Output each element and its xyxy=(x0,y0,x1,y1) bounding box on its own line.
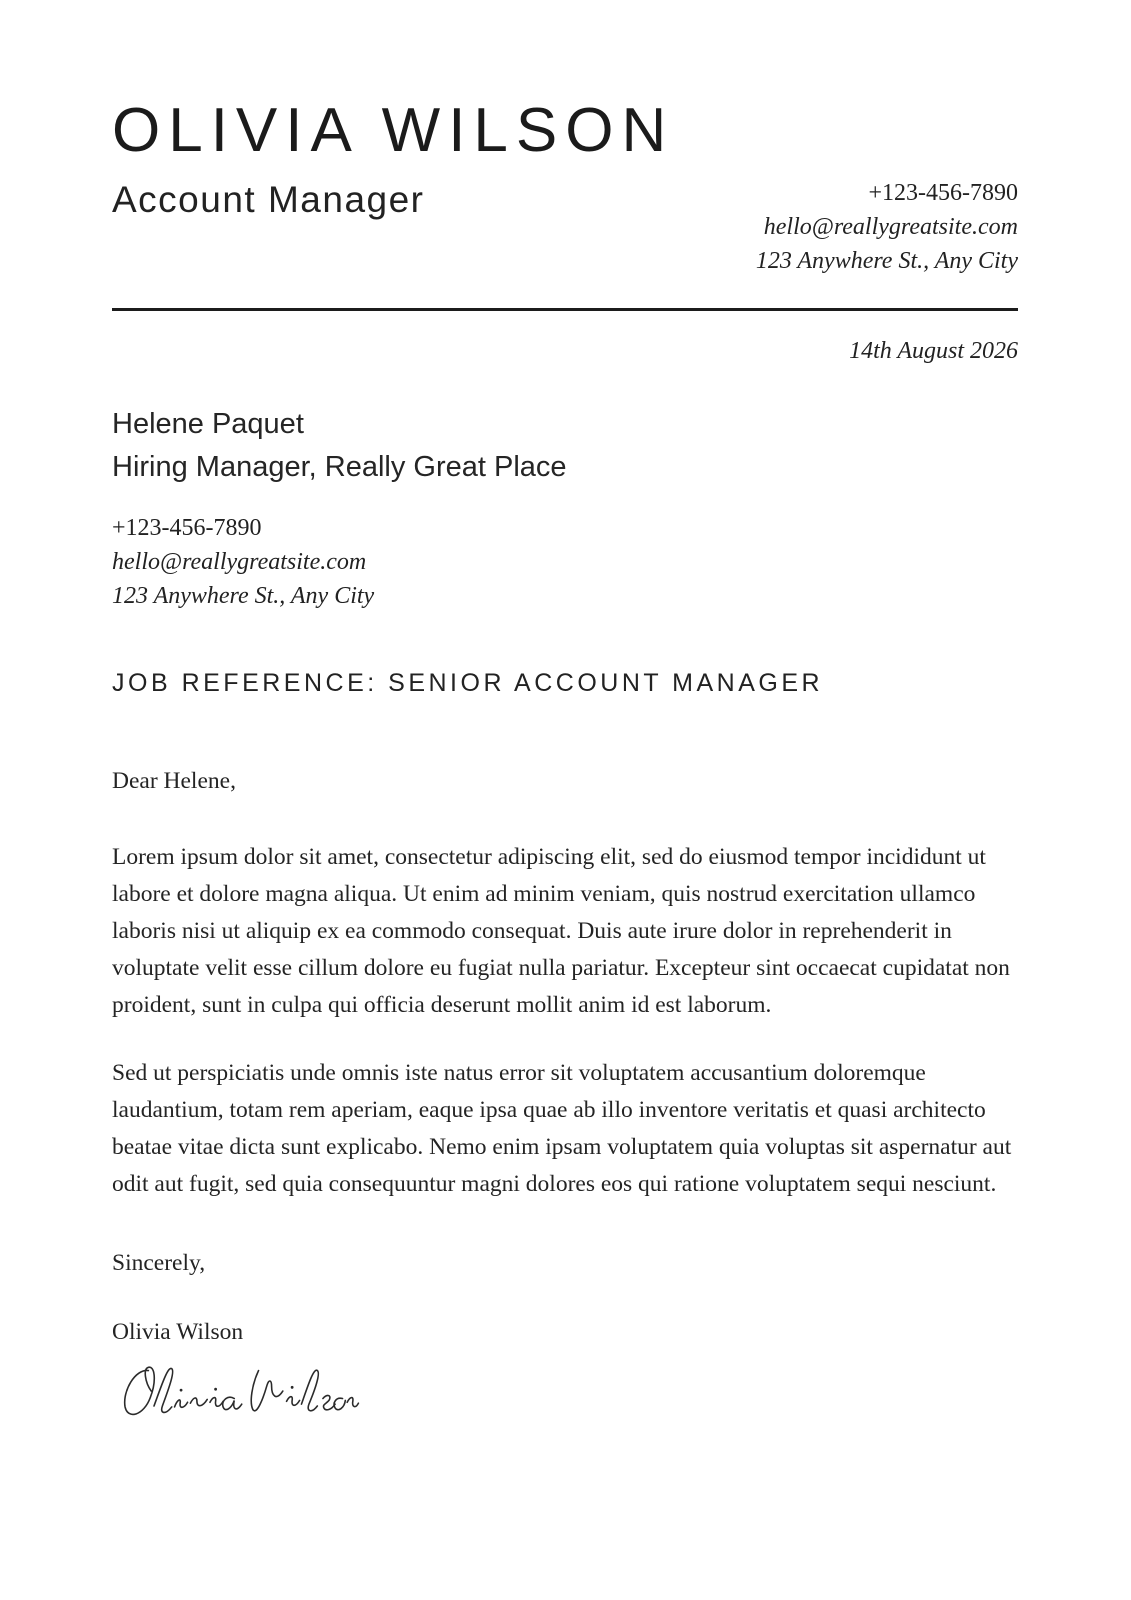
sender-job-title: Account Manager xyxy=(112,179,425,221)
sender-phone: +123-456-7890 xyxy=(868,180,1018,207)
recipient-contact-block xyxy=(112,511,1018,613)
body-paragraph-2: Sed ut perspiciatis unde omnis iste natus error sit voluptatem accusantium doloremque laudantium, totam rem aperiam, eaque ipsa quae ab illo inventore veritatis et quasi architecto beatae vitae dicta sunt explicabo. Nemo enim ipsam voluptatem quia voluptas sit aspernatur aut odit aut fugit, sed quia consequuntur magni dolores eos qui ratione voluptatem sequi nesciunt. xyxy=(112,1060,1012,1198)
sender-address: 123 Anywhere St., Any City xyxy=(755,248,1018,275)
recipient-address: 123 Anywhere St., Any City xyxy=(112,583,375,610)
recipient-email: hello@reallygreatsite.com xyxy=(112,549,367,576)
signature-script xyxy=(112,1350,364,1434)
sender-email: hello@reallygreatsite.com xyxy=(763,214,1018,241)
closing: Sincerely, xyxy=(112,1250,206,1277)
sender-name-heading: OLIVIA WILSON xyxy=(112,96,675,165)
recipient-name: Helene Paquet xyxy=(112,408,304,441)
letter-date: 14th August 2026 xyxy=(849,338,1018,365)
recipient-phone: +123-456-7890 xyxy=(112,515,262,542)
body-paragraph-1: Lorem ipsum dolor sit amet, consectetur adipiscing elit, sed do eiusmod tempor incididunt ut labore et dolore magna aliqua. Ut enim ad minim veniam, quis nostrud exercitation ullamco laboris nisi ut aliquip ex ea commodo consequat. Duis aute irure dolor in reprehenderit in voluptate velit esse cillum dolore eu fugiat nulla pariatur. Excepteur sint occaecat cupidatat non proident, sunt in culpa qui officia deserunt mollit anim id est laborum. xyxy=(112,844,1010,1019)
recipient-block xyxy=(112,403,1018,489)
recipient-role: Hiring Manager, Really Great Place xyxy=(112,451,567,484)
header-row xyxy=(112,179,1018,278)
header-divider xyxy=(112,308,1018,311)
signature-printed-name: Olivia Wilson xyxy=(112,1319,244,1346)
sender-contact-block xyxy=(756,176,1018,278)
job-reference-subject: JOB REFERENCE: SENIOR ACCOUNT MANAGER xyxy=(112,669,824,698)
salutation: Dear Helene, xyxy=(112,768,236,795)
